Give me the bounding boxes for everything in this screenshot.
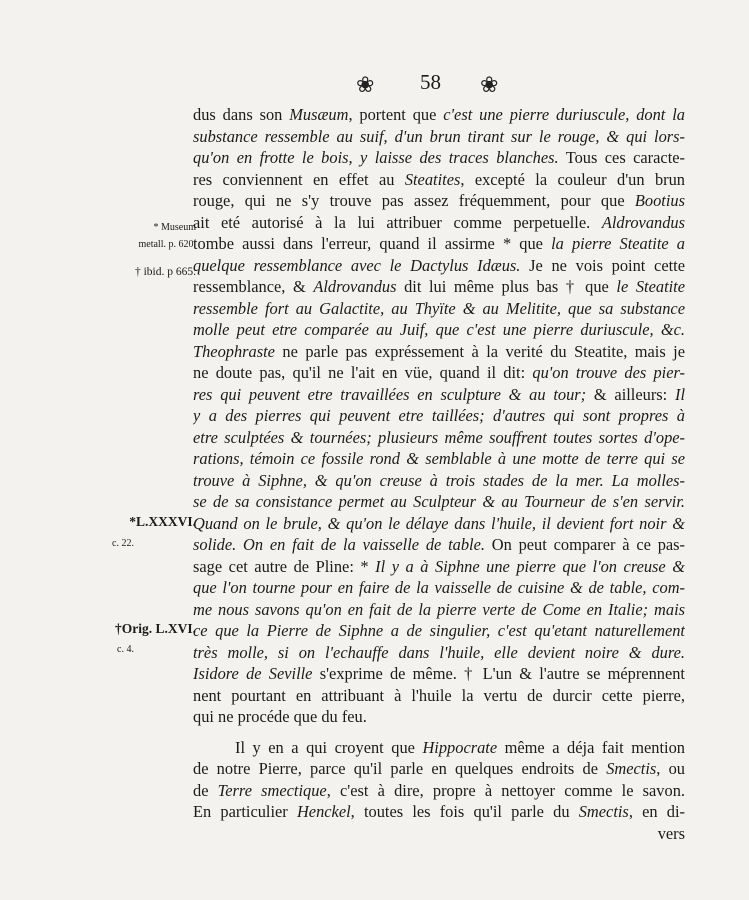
margin-note: c. 4. bbox=[117, 644, 134, 655]
text-line bbox=[193, 126, 685, 148]
italic-text: Steatites bbox=[404, 169, 461, 189]
text-line bbox=[193, 556, 685, 578]
body-text bbox=[193, 104, 685, 844]
italic-text: molle peut etre comparée au Juif, que c'est une pierre duriuscule, &c. bbox=[193, 320, 685, 339]
text-line bbox=[193, 384, 685, 406]
margin-note: * Museum bbox=[153, 222, 196, 233]
text-line bbox=[193, 737, 685, 759]
text-line bbox=[193, 190, 685, 212]
text-line bbox=[193, 255, 685, 277]
roman-text: , excepté la couleur d'un brun bbox=[460, 169, 685, 189]
italic-text: très molle, si on l'echauffe dans l'huile, elle devient noire & dure. bbox=[193, 642, 685, 662]
italic-text: Smectis bbox=[606, 759, 657, 778]
italic-text: la pierre Steatite a bbox=[551, 234, 685, 253]
roman-text: nent pourtant en attribuant à l'huile la vertu de durcir cette pierre, bbox=[193, 685, 685, 705]
roman-text: Tous ces caracte- bbox=[558, 148, 685, 167]
roman-text: dit lui même plus bas † que bbox=[396, 277, 617, 296]
roman-text: s'exprime de même. † L'un & l'autre se méprennent bbox=[312, 664, 685, 683]
roman-text: vers bbox=[657, 823, 685, 843]
roman-text: , ou bbox=[656, 759, 685, 778]
text-line bbox=[193, 663, 685, 685]
italic-text: c'est une pierre duriuscule, dont la bbox=[443, 105, 685, 124]
italic-text: ressemble fort au Galactite, au Thyïte & au Melitite, que sa substance bbox=[193, 298, 685, 318]
italic-text: Il y a à Siphne une pierre que l'on creuse & bbox=[375, 556, 685, 576]
roman-text: ne parle pas expréssement à la verité du Steatite, mais je bbox=[274, 341, 685, 361]
text-line bbox=[193, 341, 685, 363]
italic-text: trouve à Siphne, & qu'on creuse à trois stades de la mer. La molles- bbox=[193, 470, 685, 490]
margin-notes bbox=[0, 0, 196, 900]
roman-text: de bbox=[193, 780, 218, 800]
text-line bbox=[193, 642, 685, 664]
text-line bbox=[193, 491, 685, 513]
italic-text: Aldrovandus bbox=[313, 277, 397, 296]
roman-text: res conviennent en effet au bbox=[193, 169, 405, 189]
roman-text: , en di- bbox=[628, 802, 685, 821]
italic-text: Henckel bbox=[296, 802, 351, 821]
italic-text: Hippocrate bbox=[422, 737, 498, 757]
roman-text: Je ne vois point cette bbox=[520, 255, 685, 275]
italic-text: Aldrovandus bbox=[601, 212, 685, 232]
roman-text: même a déja fait mention bbox=[497, 737, 685, 757]
italic-text: substance ressemble au suif, d'un brun tirant sur le rouge, & qui lors- bbox=[193, 126, 685, 146]
margin-note: metall. p. 620. bbox=[138, 239, 196, 250]
roman-text: de notre Pierre, parce qu'il parle en quelques endroits de bbox=[193, 759, 607, 778]
roman-text: qui ne procéde que du feu. bbox=[193, 707, 367, 726]
roman-text: , portent que bbox=[348, 105, 444, 124]
roman-text: dus dans son bbox=[193, 105, 290, 124]
italic-text: Bootius bbox=[634, 191, 685, 210]
text-line bbox=[193, 319, 685, 341]
text-line bbox=[193, 470, 685, 492]
text-line bbox=[193, 823, 685, 845]
text-line bbox=[193, 577, 685, 599]
italic-text: etre sculptées & tournées; plusieurs même souffrent toutes sortes d'ope- bbox=[193, 427, 685, 447]
italic-text: qu'on trouve des pier- bbox=[532, 363, 685, 382]
italic-text: Theophraste bbox=[193, 341, 275, 361]
margin-note: †Orig. L.XVI. bbox=[115, 621, 196, 636]
text-line bbox=[193, 534, 685, 556]
italic-text: qu'on en frotte le bois, y laisse des traces blanches. bbox=[193, 148, 559, 167]
text-line bbox=[193, 758, 685, 780]
italic-text: Musæum bbox=[289, 105, 349, 124]
text-line bbox=[193, 780, 685, 802]
italic-text: Smectis bbox=[578, 802, 629, 821]
italic-text: le Steatite bbox=[616, 277, 685, 296]
text-line bbox=[193, 147, 685, 169]
text-line bbox=[193, 405, 685, 427]
italic-text: Terre smectique bbox=[217, 780, 327, 800]
italic-text: me nous savons qu'on en fait de la pierre verte de Come en Italie; mais bbox=[193, 599, 685, 619]
text-line bbox=[193, 362, 685, 384]
text-line bbox=[193, 104, 685, 126]
text-line bbox=[193, 620, 685, 642]
italic-text: se de sa consistance permet au Sculpteur & au Tourneur de s'en servir. bbox=[193, 492, 685, 511]
roman-text: sage cet autre de Pline: * bbox=[193, 556, 376, 576]
italic-text: res qui peuvent etre travaillées en sculpture & au tour; bbox=[193, 384, 587, 404]
roman-text: ressemblance, & bbox=[193, 277, 314, 296]
italic-text: Quand on le brule, & qu'on le délaye dans l'huile, il devient fort noir & bbox=[193, 513, 685, 533]
text-line bbox=[193, 276, 685, 298]
roman-text: , toutes les fois qu'il parle du bbox=[350, 802, 579, 821]
text-line bbox=[193, 298, 685, 320]
text-line bbox=[193, 212, 685, 234]
italic-text: Il bbox=[674, 384, 685, 404]
text-line bbox=[193, 169, 685, 191]
italic-text: solide. On en fait de la vaisselle de table. bbox=[193, 535, 485, 554]
text-line bbox=[193, 706, 685, 728]
text-line bbox=[193, 427, 685, 449]
roman-text: & ailleurs: bbox=[586, 384, 675, 404]
left-ornament-icon: ❀ bbox=[356, 72, 375, 97]
roman-text: rouge, qui ne s'y trouve pas assez fréquemment, pour que bbox=[193, 191, 635, 210]
roman-text: ne doute pas, qu'il ne l'ait en vüe, quand il dit: bbox=[193, 363, 533, 382]
text-line bbox=[193, 448, 685, 470]
text-line bbox=[193, 801, 685, 823]
roman-text: tombe aussi dans l'erreur, quand il assirme * que bbox=[193, 234, 552, 253]
italic-text: y a des pierres qui peuvent etre taillées; d'autres qui sont propres à bbox=[193, 406, 685, 425]
roman-text: On peut comparer à ce pas- bbox=[484, 535, 685, 554]
roman-text: Il y en a qui croyent que bbox=[235, 737, 423, 757]
roman-text: ait eté autorisé à la lui attribuer comme perpetuelle. bbox=[193, 212, 602, 232]
text-line bbox=[193, 599, 685, 621]
italic-text: que l'on tourne pour en faire de la vaisselle de cuisine & de table, com- bbox=[193, 578, 685, 597]
page-number: 58 bbox=[420, 70, 441, 94]
italic-text: ce que la Pierre de Siphne a de singulier, c'est qu'etant naturellement bbox=[193, 621, 685, 640]
italic-text: Isidore de Seville bbox=[193, 664, 313, 683]
margin-note: *L.XXXVI. bbox=[129, 514, 196, 529]
margin-note: c. 22. bbox=[112, 538, 134, 549]
text-line bbox=[193, 685, 685, 707]
margin-note: † ibid. p 665. bbox=[134, 266, 196, 278]
italic-text: quelque ressemblance avec le Dactylus Idæus. bbox=[193, 255, 521, 275]
text-line bbox=[193, 233, 685, 255]
italic-text: rations, témoin ce fossile rond & semblable à une motte de terre qui se bbox=[193, 449, 685, 468]
roman-text: , c'est à dire, propre à nettoyer comme le savon. bbox=[326, 780, 685, 800]
roman-text: En particulier bbox=[193, 802, 297, 821]
right-ornament-icon: ❀ bbox=[480, 72, 499, 97]
text-line bbox=[193, 513, 685, 535]
